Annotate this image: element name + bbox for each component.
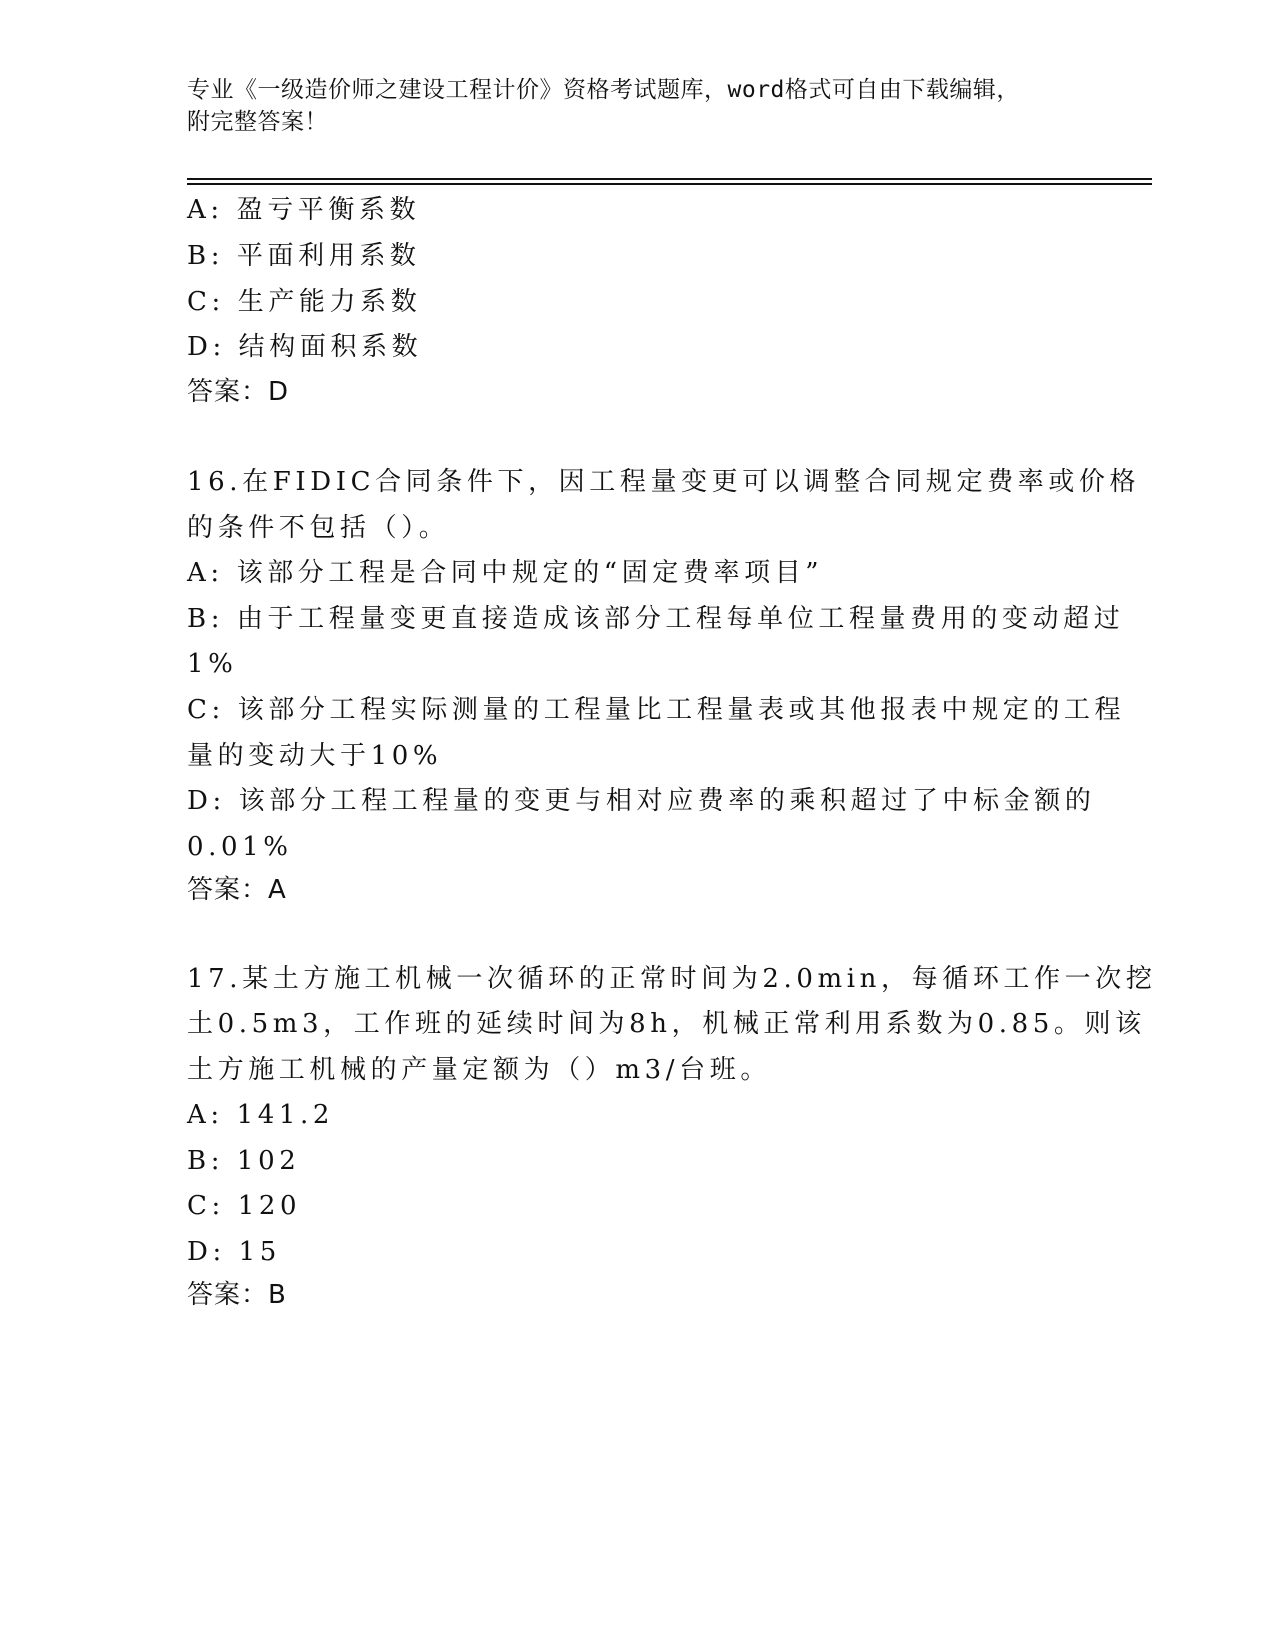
q16-option-c-cont: 量的变动大于10% — [187, 741, 443, 771]
q16-answer: 答案：A — [187, 875, 287, 905]
q15-option-b: B: 平面利用系数 — [187, 241, 421, 271]
header-rule-bottom — [187, 183, 1152, 185]
q15-option-a: A: 盈亏平衡系数 — [187, 195, 421, 225]
q17-stem-line-1: 17.某土方施工机械一次循环的正常时间为2.0min，每循环工作一次挖 — [187, 964, 1157, 994]
q16-option-b: B: 由于工程量变更直接造成该部分工程每单位工程量费用的变动超过 — [187, 604, 1125, 634]
q17-option-c: C: 120 — [187, 1191, 302, 1221]
header-text-line-1: 专业《一级造价师之建设工程计价》资格考试题库，word格式可自由下载编辑， — [187, 77, 1020, 103]
q16-option-d: D: 该部分工程工程量的变更与相对应费率的乘积超过了中标金额的 — [187, 786, 1096, 816]
q16-option-b-cont: 1% — [187, 649, 238, 679]
q17-option-b: B: 102 — [187, 1146, 301, 1176]
q15-option-c: C: 生产能力系数 — [187, 287, 422, 317]
q15-answer: 答案：D — [187, 377, 290, 407]
q17-option-a: A: 141.2 — [187, 1100, 335, 1130]
q16-option-c: C: 该部分工程实际测量的工程量比工程量表或其他报表中规定的工程 — [187, 695, 1126, 725]
q17-option-d: D: 15 — [187, 1237, 281, 1267]
q15-option-d: D: 结构面积系数 — [187, 332, 423, 362]
q16-option-d-cont: 0.01% — [187, 832, 293, 862]
q16-option-a: A: 该部分工程是合同中规定的“固定费率项目” — [187, 558, 824, 588]
q17-stem-line-2: 土0.5m3，工作班的延续时间为8h，机械正常利用系数为0.85。则该 — [187, 1009, 1146, 1039]
q16-stem-line-1: 16.在FIDIC合同条件下，因工程量变更可以调整合同规定费率或价格 — [187, 467, 1141, 497]
q16-stem-line-2: 的条件不包括（）。 — [187, 513, 450, 543]
header-text-line-2: 附完整答案！ — [187, 109, 328, 135]
q17-answer: 答案：B — [187, 1280, 287, 1310]
q17-stem-line-3: 土方施工机械的产量定额为（）m3/台班。 — [187, 1055, 771, 1085]
header-rule-top — [187, 178, 1152, 180]
